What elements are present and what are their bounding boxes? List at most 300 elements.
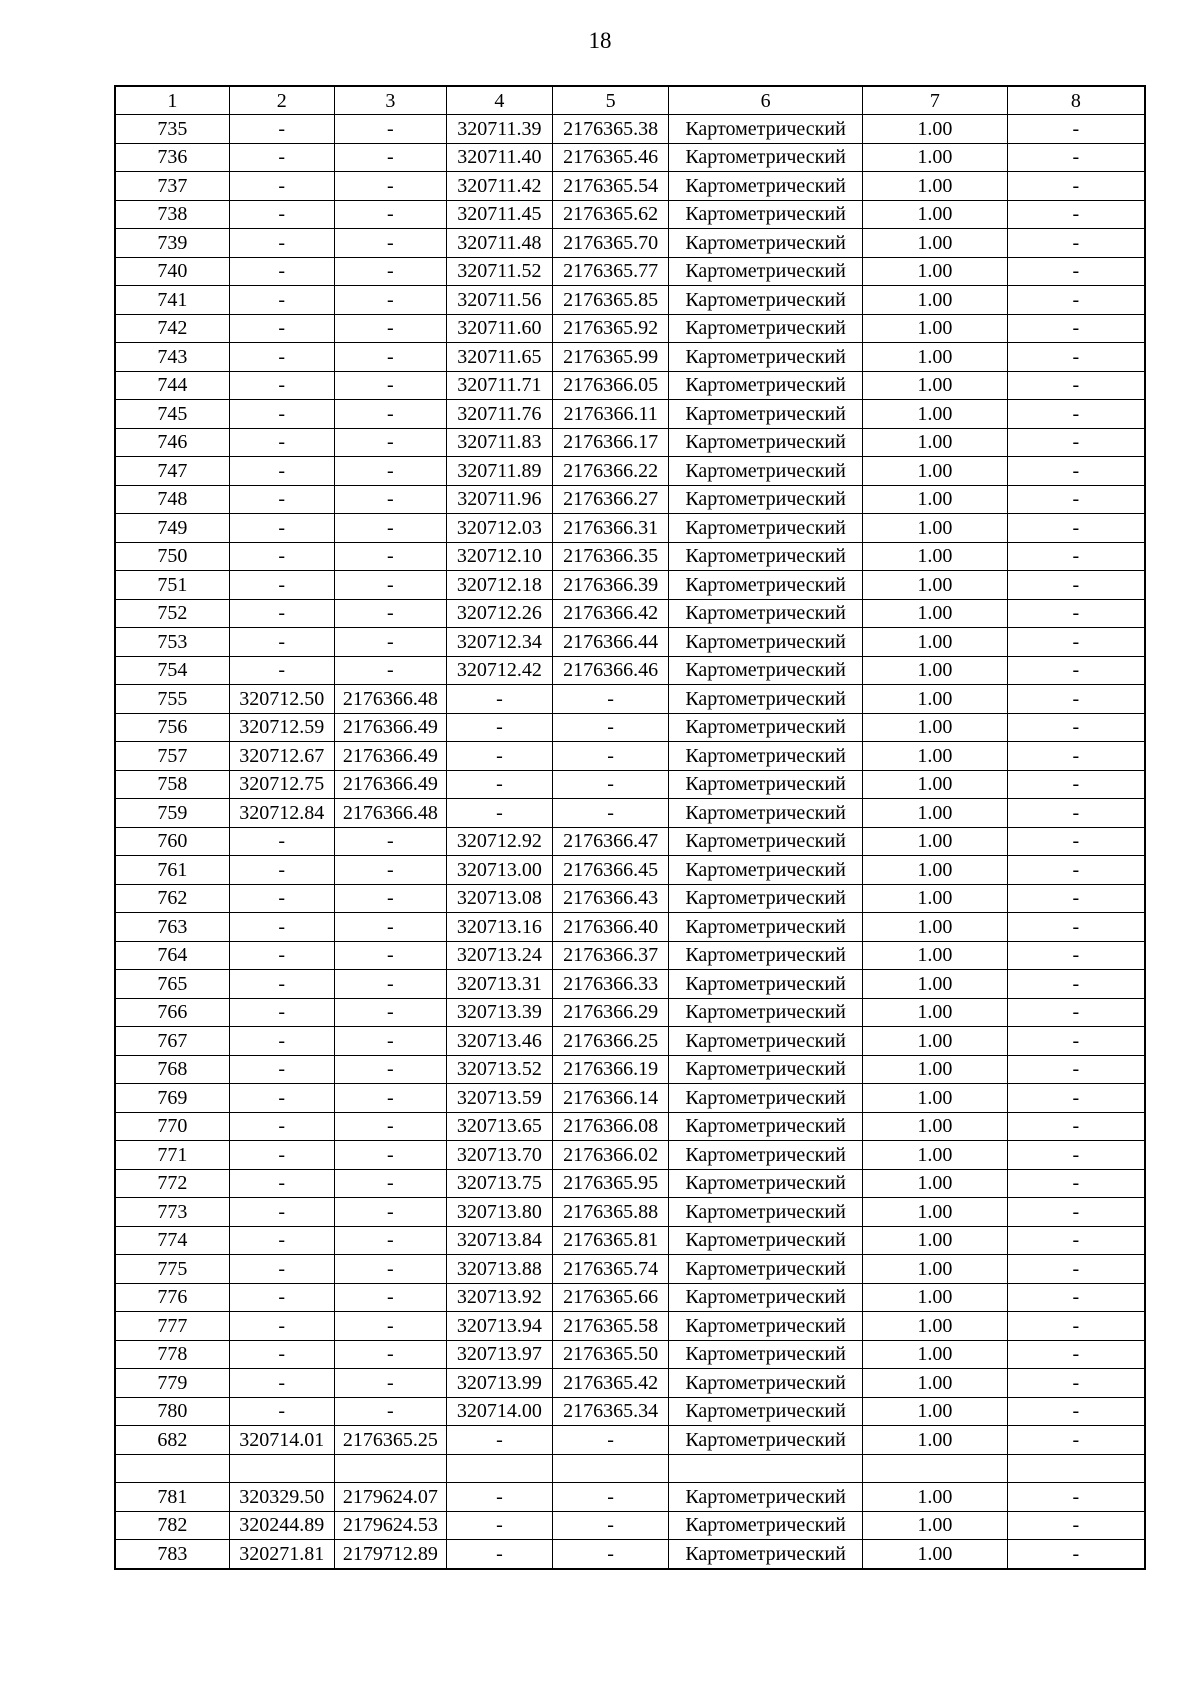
table-row (115, 1226, 1145, 1255)
existing-y-cell: - (334, 856, 446, 885)
new-y-cell: - (552, 713, 668, 742)
new-x-cell: 320713.46 (446, 1027, 552, 1056)
point-number-cell: 682 (115, 1426, 229, 1455)
accuracy-cell: 1.00 (862, 571, 1007, 600)
new-y-cell: 2176366.44 (552, 628, 668, 657)
description-cell: - (1007, 542, 1145, 571)
description-cell: - (1007, 1169, 1145, 1198)
method-cell: Картометрический (669, 656, 863, 685)
new-y-cell: 2176365.58 (552, 1312, 668, 1341)
table-row (115, 1141, 1145, 1170)
point-number-cell: 775 (115, 1255, 229, 1284)
existing-y-cell: - (334, 115, 446, 144)
new-x-cell: - (446, 770, 552, 799)
method-cell: Картометрический (669, 457, 863, 486)
new-y-cell: 2176366.39 (552, 571, 668, 600)
description-cell: - (1007, 400, 1145, 429)
existing-x-cell: - (229, 200, 334, 229)
accuracy-cell: 1.00 (862, 1340, 1007, 1369)
new-x-cell (446, 1454, 552, 1483)
table-row (115, 343, 1145, 372)
accuracy-cell: 1.00 (862, 742, 1007, 771)
accuracy-cell: 1.00 (862, 1511, 1007, 1540)
point-number-cell: 741 (115, 286, 229, 315)
existing-y-cell: - (334, 400, 446, 429)
point-number-cell: 736 (115, 143, 229, 172)
new-x-cell: 320712.42 (446, 656, 552, 685)
new-y-cell: 2176365.95 (552, 1169, 668, 1198)
description-cell: - (1007, 143, 1145, 172)
description-cell: - (1007, 998, 1145, 1027)
existing-y-cell: 2176366.48 (334, 685, 446, 714)
point-number-cell: 757 (115, 742, 229, 771)
description-cell: - (1007, 514, 1145, 543)
new-x-cell: 320711.89 (446, 457, 552, 486)
existing-y-cell: 2179624.53 (334, 1511, 446, 1540)
new-y-cell: - (552, 1483, 668, 1512)
existing-x-cell: 320712.59 (229, 713, 334, 742)
new-x-cell: 320713.99 (446, 1369, 552, 1398)
new-y-cell: 2176366.08 (552, 1112, 668, 1141)
description-cell: - (1007, 200, 1145, 229)
existing-y-cell: - (334, 314, 446, 343)
accuracy-cell: 1.00 (862, 257, 1007, 286)
existing-x-cell: - (229, 913, 334, 942)
new-x-cell: 320711.42 (446, 172, 552, 201)
description-cell: - (1007, 770, 1145, 799)
new-x-cell: 320713.52 (446, 1055, 552, 1084)
existing-y-cell: 2176366.49 (334, 742, 446, 771)
accuracy-cell: 1.00 (862, 1141, 1007, 1170)
new-x-cell: 320712.10 (446, 542, 552, 571)
description-cell: - (1007, 257, 1145, 286)
new-x-cell: 320711.40 (446, 143, 552, 172)
new-x-cell: 320713.75 (446, 1169, 552, 1198)
existing-x-cell: - (229, 628, 334, 657)
accuracy-cell: 1.00 (862, 1255, 1007, 1284)
point-number-cell: 754 (115, 656, 229, 685)
point-number-cell: 766 (115, 998, 229, 1027)
table-row (115, 1055, 1145, 1084)
new-x-cell: 320711.83 (446, 428, 552, 457)
method-cell: Картометрический (669, 884, 863, 913)
new-x-cell: 320712.03 (446, 514, 552, 543)
existing-y-cell: 2176365.25 (334, 1426, 446, 1455)
existing-x-cell: - (229, 656, 334, 685)
accuracy-cell: 1.00 (862, 1169, 1007, 1198)
existing-y-cell: 2176366.49 (334, 770, 446, 799)
existing-x-cell: - (229, 1169, 334, 1198)
new-x-cell: 320711.56 (446, 286, 552, 315)
description-cell: - (1007, 485, 1145, 514)
existing-x-cell: - (229, 428, 334, 457)
existing-y-cell: - (334, 827, 446, 856)
method-cell: Картометрический (669, 827, 863, 856)
method-cell: Картометрический (669, 1312, 863, 1341)
existing-x-cell: 320712.50 (229, 685, 334, 714)
method-cell: Картометрический (669, 856, 863, 885)
description-cell: - (1007, 941, 1145, 970)
existing-y-cell: - (334, 172, 446, 201)
accuracy-cell: 1.00 (862, 115, 1007, 144)
method-cell (669, 1454, 863, 1483)
column-header: 2 (229, 86, 334, 115)
point-number-cell: 782 (115, 1511, 229, 1540)
description-cell: - (1007, 314, 1145, 343)
new-y-cell: - (552, 1426, 668, 1455)
new-y-cell: 2176365.42 (552, 1369, 668, 1398)
new-x-cell: 320713.92 (446, 1283, 552, 1312)
existing-x-cell: - (229, 884, 334, 913)
new-y-cell: - (552, 1511, 668, 1540)
existing-x-cell: - (229, 599, 334, 628)
new-y-cell: 2176365.77 (552, 257, 668, 286)
existing-x-cell: - (229, 514, 334, 543)
existing-x-cell: - (229, 571, 334, 600)
method-cell: Картометрический (669, 913, 863, 942)
method-cell: Картометрический (669, 1511, 863, 1540)
method-cell: Картометрический (669, 286, 863, 315)
new-y-cell: 2176366.46 (552, 656, 668, 685)
accuracy-cell: 1.00 (862, 628, 1007, 657)
description-cell: - (1007, 1426, 1145, 1455)
description-cell: - (1007, 229, 1145, 258)
description-cell: - (1007, 172, 1145, 201)
table-row (115, 998, 1145, 1027)
existing-x-cell: - (229, 1312, 334, 1341)
new-y-cell: 2176365.70 (552, 229, 668, 258)
table-row (115, 286, 1145, 315)
table-row (115, 542, 1145, 571)
existing-y-cell: - (334, 485, 446, 514)
existing-y-cell: - (334, 1027, 446, 1056)
new-y-cell: 2176365.34 (552, 1397, 668, 1426)
table-row (115, 628, 1145, 657)
existing-y-cell: - (334, 1397, 446, 1426)
existing-x-cell: - (229, 998, 334, 1027)
existing-x-cell: - (229, 143, 334, 172)
method-cell: Картометрический (669, 229, 863, 258)
method-cell: Картометрический (669, 143, 863, 172)
accuracy-cell: 1.00 (862, 827, 1007, 856)
accuracy-cell: 1.00 (862, 685, 1007, 714)
new-y-cell: 2176366.42 (552, 599, 668, 628)
new-y-cell: 2176365.99 (552, 343, 668, 372)
method-cell: Картометрический (669, 799, 863, 828)
new-x-cell: 320712.92 (446, 827, 552, 856)
method-cell: Картометрический (669, 571, 863, 600)
point-number-cell: 744 (115, 371, 229, 400)
new-x-cell: - (446, 742, 552, 771)
method-cell: Картометрический (669, 1027, 863, 1056)
table-row (115, 799, 1145, 828)
new-y-cell: 2176366.43 (552, 884, 668, 913)
new-x-cell: 320713.97 (446, 1340, 552, 1369)
new-y-cell: 2176366.14 (552, 1084, 668, 1113)
existing-y-cell (334, 1454, 446, 1483)
point-number-cell: 737 (115, 172, 229, 201)
table-row (115, 1483, 1145, 1512)
existing-y-cell: - (334, 428, 446, 457)
existing-y-cell: - (334, 1340, 446, 1369)
new-x-cell: 320714.00 (446, 1397, 552, 1426)
existing-y-cell: - (334, 884, 446, 913)
existing-x-cell: - (229, 257, 334, 286)
point-number-cell: 755 (115, 685, 229, 714)
existing-y-cell: - (334, 1112, 446, 1141)
table-row (115, 1112, 1145, 1141)
header-row (115, 86, 1145, 115)
existing-y-cell: - (334, 200, 446, 229)
existing-y-cell: - (334, 343, 446, 372)
point-number-cell: 740 (115, 257, 229, 286)
description-cell: - (1007, 1112, 1145, 1141)
existing-y-cell: - (334, 1169, 446, 1198)
point-number-cell: 760 (115, 827, 229, 856)
table-row (115, 143, 1145, 172)
table-row (115, 884, 1145, 913)
new-x-cell: 320713.16 (446, 913, 552, 942)
existing-y-cell: - (334, 371, 446, 400)
table-row (115, 1084, 1145, 1113)
accuracy-cell: 1.00 (862, 856, 1007, 885)
accuracy-cell: 1.00 (862, 1483, 1007, 1512)
new-y-cell (552, 1454, 668, 1483)
new-x-cell: 320711.65 (446, 343, 552, 372)
new-y-cell: - (552, 742, 668, 771)
table-row (115, 1397, 1145, 1426)
existing-y-cell: - (334, 913, 446, 942)
new-y-cell: 2176365.85 (552, 286, 668, 315)
accuracy-cell: 1.00 (862, 229, 1007, 258)
existing-y-cell: - (334, 970, 446, 999)
table-row (115, 656, 1145, 685)
new-x-cell: - (446, 1540, 552, 1569)
description-cell: - (1007, 685, 1145, 714)
accuracy-cell: 1.00 (862, 286, 1007, 315)
existing-x-cell: - (229, 1340, 334, 1369)
table-row (115, 742, 1145, 771)
method-cell: Картометрический (669, 998, 863, 1027)
accuracy-cell: 1.00 (862, 884, 1007, 913)
method-cell: Картометрический (669, 542, 863, 571)
accuracy-cell: 1.00 (862, 1540, 1007, 1569)
description-cell: - (1007, 799, 1145, 828)
existing-x-cell: 320714.01 (229, 1426, 334, 1455)
method-cell: Картометрический (669, 1141, 863, 1170)
table-row (115, 856, 1145, 885)
accuracy-cell: 1.00 (862, 400, 1007, 429)
method-cell: Картометрический (669, 713, 863, 742)
method-cell: Картометрический (669, 1426, 863, 1455)
new-x-cell: 320713.65 (446, 1112, 552, 1141)
accuracy-cell: 1.00 (862, 1397, 1007, 1426)
existing-x-cell (229, 1454, 334, 1483)
new-x-cell: 320713.24 (446, 941, 552, 970)
accuracy-cell: 1.00 (862, 1027, 1007, 1056)
description-cell: - (1007, 1084, 1145, 1113)
new-x-cell: - (446, 685, 552, 714)
method-cell: Картометрический (669, 1169, 863, 1198)
table-row (115, 770, 1145, 799)
accuracy-cell: 1.00 (862, 485, 1007, 514)
accuracy-cell: 1.00 (862, 1084, 1007, 1113)
method-cell: Картометрический (669, 970, 863, 999)
table-row (115, 457, 1145, 486)
existing-y-cell: - (334, 514, 446, 543)
new-x-cell: - (446, 799, 552, 828)
table-row (115, 1169, 1145, 1198)
method-cell: Картометрический (669, 514, 863, 543)
description-cell: - (1007, 1141, 1145, 1170)
method-cell: Картометрический (669, 485, 863, 514)
new-y-cell: 2176365.46 (552, 143, 668, 172)
description-cell: - (1007, 428, 1145, 457)
point-number-cell: 763 (115, 913, 229, 942)
point-number-cell: 739 (115, 229, 229, 258)
existing-x-cell: - (229, 1084, 334, 1113)
description-cell: - (1007, 1540, 1145, 1569)
new-x-cell: 320713.59 (446, 1084, 552, 1113)
method-cell: Картометрический (669, 200, 863, 229)
existing-x-cell: - (229, 314, 334, 343)
point-number-cell: 772 (115, 1169, 229, 1198)
new-x-cell: 320711.76 (446, 400, 552, 429)
new-x-cell: 320713.70 (446, 1141, 552, 1170)
table-row (115, 1312, 1145, 1341)
method-cell: Картометрический (669, 599, 863, 628)
existing-y-cell: - (334, 628, 446, 657)
accuracy-cell: 1.00 (862, 514, 1007, 543)
accuracy-cell: 1.00 (862, 143, 1007, 172)
existing-y-cell: - (334, 599, 446, 628)
existing-x-cell: 320271.81 (229, 1540, 334, 1569)
table-row (115, 257, 1145, 286)
point-number-cell: 753 (115, 628, 229, 657)
point-number-cell: 764 (115, 941, 229, 970)
new-y-cell: 2176366.35 (552, 542, 668, 571)
accuracy-cell: 1.00 (862, 371, 1007, 400)
existing-x-cell: - (229, 970, 334, 999)
new-y-cell: 2176366.37 (552, 941, 668, 970)
new-y-cell: 2176366.25 (552, 1027, 668, 1056)
new-y-cell: 2176366.47 (552, 827, 668, 856)
new-x-cell: 320711.45 (446, 200, 552, 229)
method-cell: Картометрический (669, 1112, 863, 1141)
description-cell: - (1007, 1255, 1145, 1284)
method-cell: Картометрический (669, 1540, 863, 1569)
table-row (115, 571, 1145, 600)
description-cell: - (1007, 713, 1145, 742)
accuracy-cell: 1.00 (862, 1426, 1007, 1455)
accuracy-cell: 1.00 (862, 457, 1007, 486)
point-number-cell: 738 (115, 200, 229, 229)
point-number-cell: 768 (115, 1055, 229, 1084)
point-number-cell: 756 (115, 713, 229, 742)
new-y-cell: 2176366.40 (552, 913, 668, 942)
method-cell: Картометрический (669, 1055, 863, 1084)
point-number-cell: 742 (115, 314, 229, 343)
method-cell: Картометрический (669, 428, 863, 457)
method-cell: Картометрический (669, 742, 863, 771)
method-cell: Картометрический (669, 685, 863, 714)
existing-y-cell: 2176366.49 (334, 713, 446, 742)
existing-y-cell: 2179624.07 (334, 1483, 446, 1512)
accuracy-cell: 1.00 (862, 200, 1007, 229)
point-number-cell: 748 (115, 485, 229, 514)
point-number-cell: 758 (115, 770, 229, 799)
table-row (115, 1283, 1145, 1312)
point-number-cell: 749 (115, 514, 229, 543)
column-header: 7 (862, 86, 1007, 115)
accuracy-cell: 1.00 (862, 428, 1007, 457)
table-row (115, 827, 1145, 856)
description-cell: - (1007, 1027, 1145, 1056)
existing-x-cell: - (229, 1226, 334, 1255)
new-x-cell: 320713.88 (446, 1255, 552, 1284)
new-y-cell: 2176366.31 (552, 514, 668, 543)
method-cell: Картометрический (669, 400, 863, 429)
coordinates-table (114, 85, 1146, 1570)
new-x-cell: 320713.84 (446, 1226, 552, 1255)
existing-y-cell: - (334, 1055, 446, 1084)
existing-x-cell: - (229, 856, 334, 885)
existing-y-cell: - (334, 656, 446, 685)
existing-y-cell: - (334, 1255, 446, 1284)
table-row (115, 229, 1145, 258)
description-cell: - (1007, 884, 1145, 913)
existing-y-cell: - (334, 1198, 446, 1227)
description-cell: - (1007, 1283, 1145, 1312)
existing-x-cell: - (229, 485, 334, 514)
existing-y-cell: - (334, 1084, 446, 1113)
existing-y-cell: - (334, 542, 446, 571)
description-cell: - (1007, 1198, 1145, 1227)
point-number-cell: 747 (115, 457, 229, 486)
point-number-cell: 781 (115, 1483, 229, 1512)
method-cell: Картометрический (669, 343, 863, 372)
new-x-cell: 320712.26 (446, 599, 552, 628)
point-number-cell: 762 (115, 884, 229, 913)
description-cell: - (1007, 1369, 1145, 1398)
existing-y-cell: - (334, 286, 446, 315)
method-cell: Картометрический (669, 770, 863, 799)
table-row (115, 371, 1145, 400)
accuracy-cell: 1.00 (862, 941, 1007, 970)
accuracy-cell (862, 1454, 1007, 1483)
description-cell: - (1007, 343, 1145, 372)
description-cell: - (1007, 457, 1145, 486)
existing-x-cell: - (229, 400, 334, 429)
new-y-cell: 2176366.17 (552, 428, 668, 457)
existing-x-cell: 320712.67 (229, 742, 334, 771)
new-x-cell: 320713.00 (446, 856, 552, 885)
method-cell: Картометрический (669, 1198, 863, 1227)
accuracy-cell: 1.00 (862, 799, 1007, 828)
point-number-cell: 769 (115, 1084, 229, 1113)
accuracy-cell: 1.00 (862, 913, 1007, 942)
description-cell: - (1007, 1483, 1145, 1512)
existing-x-cell: 320712.84 (229, 799, 334, 828)
new-y-cell: - (552, 1540, 668, 1569)
column-header: 5 (552, 86, 668, 115)
description-cell: - (1007, 856, 1145, 885)
method-cell: Картометрический (669, 1483, 863, 1512)
method-cell: Картометрический (669, 172, 863, 201)
accuracy-cell: 1.00 (862, 1112, 1007, 1141)
new-x-cell: 320711.39 (446, 115, 552, 144)
existing-y-cell: - (334, 257, 446, 286)
